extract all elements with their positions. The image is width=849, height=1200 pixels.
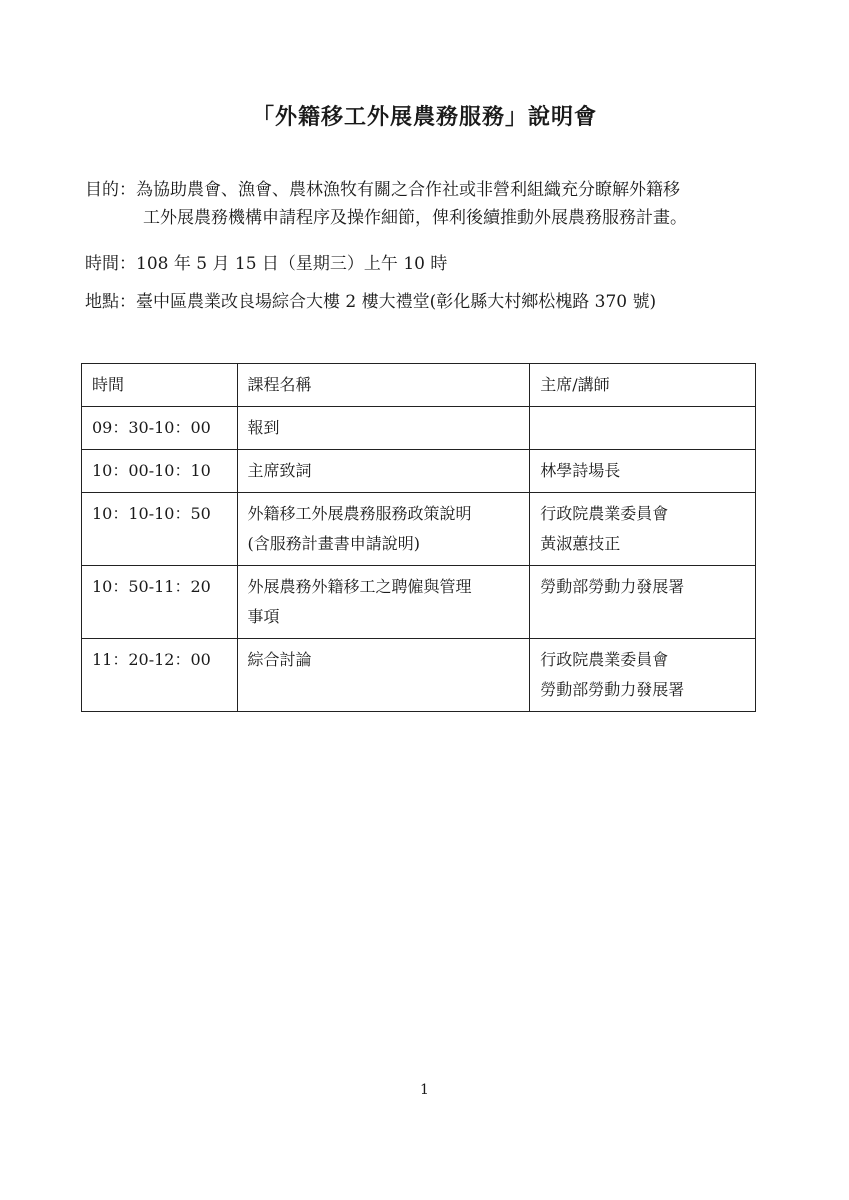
schedule-table xyxy=(81,363,756,712)
document-title: 「外籍移工外展農務服務」說明會 xyxy=(251,104,597,130)
speaker-line: 行政院農業委員會 xyxy=(540,504,669,523)
speaker-line: 行政院農業委員會 xyxy=(540,650,669,669)
row-speaker xyxy=(530,407,756,450)
course-line: 綜合討論 xyxy=(247,650,312,669)
table-row xyxy=(82,450,756,493)
row-time: 10：10-10：50 xyxy=(82,493,238,566)
course-line: 主席致詞 xyxy=(247,461,312,480)
row-speaker xyxy=(530,639,756,712)
row-speaker xyxy=(530,450,756,493)
header-time: 時間 xyxy=(82,364,238,407)
page-number: 1 xyxy=(420,1082,429,1098)
course-line: (含服務計畫書申請說明) xyxy=(247,534,421,553)
row-time: 10：50-11：20 xyxy=(82,566,238,639)
time-value: 108 年 5 月 15 日（星期三）上午 10 時 xyxy=(136,254,448,274)
row-time: 11：20-12：00 xyxy=(82,639,238,712)
speaker-line: 林學詩場長 xyxy=(540,461,621,480)
speaker-line: 黃淑蕙技正 xyxy=(540,534,621,553)
purpose-text-line2: 工外展農務機構申請程序及操作細節，俾利後續推動外展農務服務計畫。 xyxy=(143,208,687,228)
purpose-section xyxy=(85,176,785,232)
speaker-line: 勞動部勞動力發展署 xyxy=(540,680,685,699)
table-header-row xyxy=(82,364,756,407)
purpose-label: 目的： xyxy=(85,180,136,200)
place-label: 地點： xyxy=(85,292,136,312)
time-section xyxy=(85,250,785,278)
header-speaker: 主席/講師 xyxy=(530,364,756,407)
course-line: 外展農務外籍移工之聘僱與管理 xyxy=(247,577,472,596)
place-value: 臺中區農業改良場綜合大樓 2 樓大禮堂(彰化縣大村鄉松槐路 370 號) xyxy=(136,292,657,312)
course-line: 報到 xyxy=(247,418,280,437)
time-label: 時間： xyxy=(85,254,136,274)
table-row xyxy=(82,639,756,712)
table-row xyxy=(82,566,756,639)
row-course xyxy=(237,639,530,712)
header-course: 課程名稱 xyxy=(237,364,530,407)
table-row xyxy=(82,493,756,566)
row-course xyxy=(237,566,530,639)
course-line: 外籍移工外展農務服務政策說明 xyxy=(247,504,472,523)
row-speaker xyxy=(530,566,756,639)
course-line: 事項 xyxy=(247,607,280,626)
row-course xyxy=(237,407,530,450)
table-row xyxy=(82,407,756,450)
row-time: 10：00-10：10 xyxy=(82,450,238,493)
speaker-line: 勞動部勞動力發展署 xyxy=(540,577,685,596)
purpose-text-line1: 為協助農會、漁會、農林漁牧有關之合作社或非營利組織充分瞭解外籍移 xyxy=(136,180,680,200)
row-course xyxy=(237,493,530,566)
row-course xyxy=(237,450,530,493)
row-speaker xyxy=(530,493,756,566)
row-time: 09：30-10：00 xyxy=(82,407,238,450)
place-section xyxy=(85,288,785,316)
